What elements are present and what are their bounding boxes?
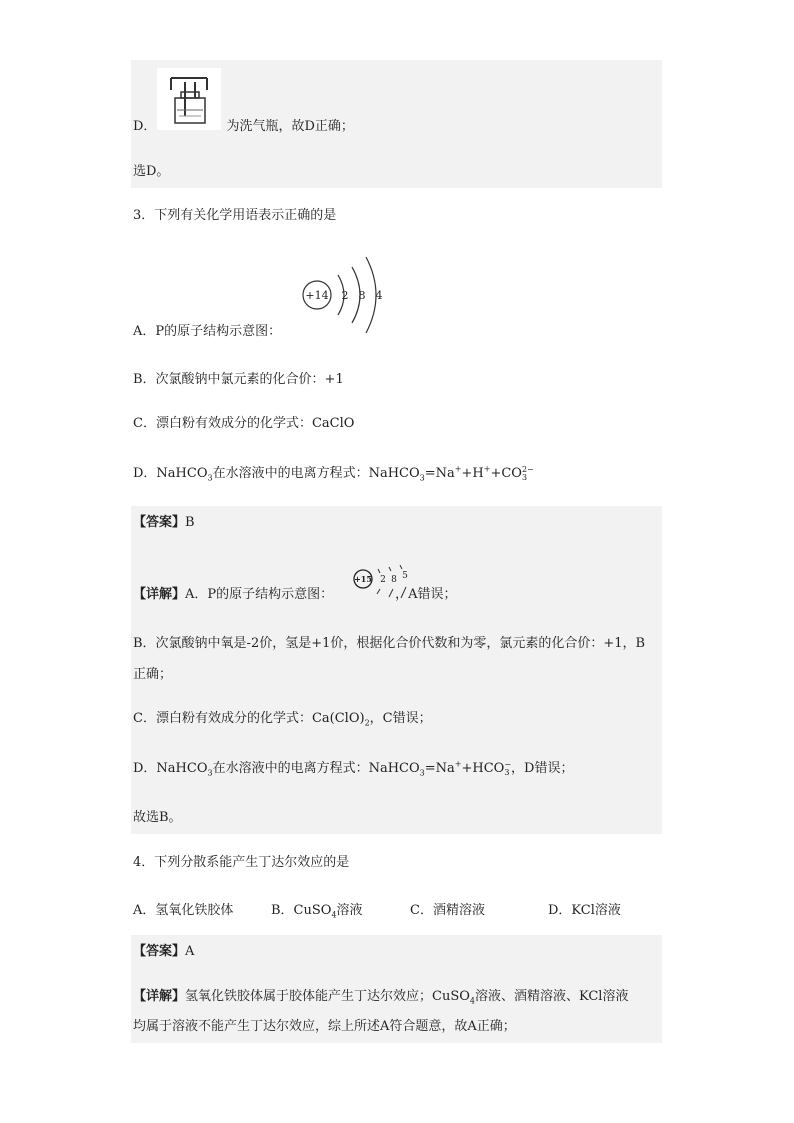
q3-answer: 【答案】B — [133, 515, 195, 530]
q3-detail-a: 【详解】A．P的原子结构示意图： ，A错误； — [133, 587, 457, 602]
q3-option-c: C．漂白粉有效成分的化学式：CaClO — [133, 416, 355, 431]
q4-option-b: B．CuSO$_4$溶液 — [271, 903, 363, 920]
q4-option-a: A．氢氧化铁胶体 — [133, 903, 234, 918]
atom-nucleus-detail: +15 — [354, 574, 372, 584]
answer-block-q3 — [131, 506, 662, 834]
atom-shell-detail-1: 2 — [380, 575, 386, 585]
atom-shell-detail-2: 8 — [391, 575, 397, 585]
prev-choose: 选D。 — [133, 164, 170, 179]
prev-option-d: D． 为洗气瓶，故D正确； — [133, 119, 354, 134]
q4-answer: 【答案】A — [133, 944, 195, 959]
q4-option-c: C．酒精溶液 — [410, 903, 485, 918]
atom-shell-3: 4 — [375, 289, 383, 302]
q3-stem: 3．下列有关化学用语表示正确的是 — [133, 208, 337, 223]
q4-detail-line1: 【详解】氢氧化铁胶体属于胶体能产生丁达尔效应；CuSO$_4$溶液、酒精溶液、KCl溶液 — [133, 989, 629, 1006]
atom-shell-1: 2 — [341, 289, 349, 302]
q3-conclusion: 故选B。 — [133, 810, 182, 825]
q3-detail-b-line1: B．次氯酸钠中氧是-2价，氢是+1价，根据化合价代数和为零，氯元素的化合价：+1，B — [133, 636, 646, 651]
q4-option-d: D．KCl溶液 — [548, 903, 621, 918]
q3-detail-c: C．漂白粉有效成分的化学式：$Ca(ClO)_2$，C错误； — [133, 711, 432, 728]
atom-shell-2: 8 — [358, 289, 366, 302]
q3-option-d: D．NaHCO$_3$在水溶液中的电离方程式：NaHCO$_3$=Na++H++CO 2− 3 — [133, 464, 534, 483]
q4-stem: 4．下列分散系能产生丁达尔效应的是 — [133, 855, 350, 870]
q3-option-a: A．P的原子结构示意图： — [133, 324, 282, 339]
q3-detail-b-line2: 正确； — [133, 667, 173, 682]
q4-detail-line2: 均属于溶液不能产生丁达尔效应，综上所述A符合题意，故A正确； — [133, 1019, 516, 1034]
atom-shell-detail-3: 5 — [402, 571, 408, 581]
atom-structure-diagram — [300, 255, 390, 337]
q3-detail-d: D．NaHCO$_3$在水溶液中的电离方程式：NaHCO$_3$=Na++HCO − 3 ，D错误； — [133, 759, 574, 778]
atom-nucleus: +14 — [305, 289, 329, 302]
q3-option-b: B．次氯酸钠中氯元素的化合价：+1 — [133, 372, 344, 387]
